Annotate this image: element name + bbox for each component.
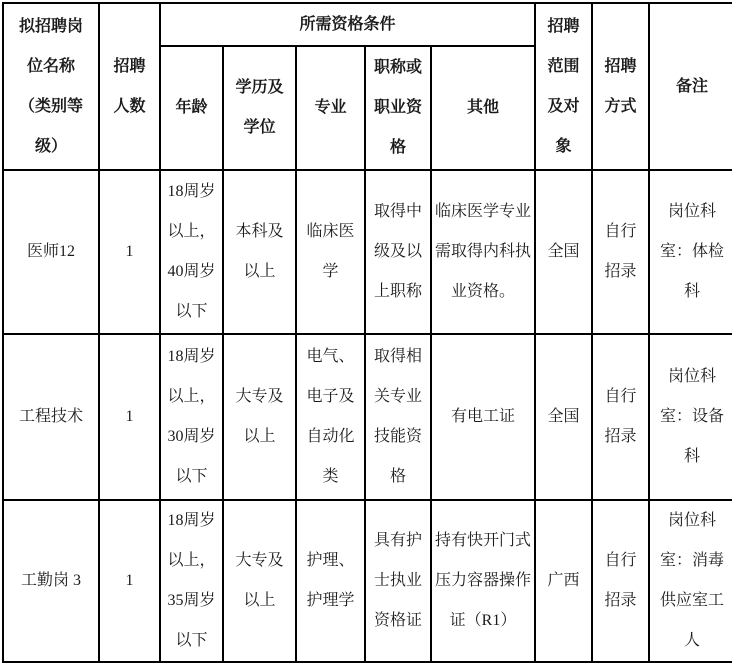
header-title-cert: 职称或职业资格 <box>365 46 431 170</box>
cell-major: 护理、护理学 <box>296 500 365 662</box>
header-remarks: 备注 <box>649 3 732 170</box>
header-other: 其他 <box>431 46 535 170</box>
cell-scope: 广西 <box>535 500 592 662</box>
cell-other: 持有快开门式压力容器操作证（R1） <box>431 500 535 662</box>
header-qualifications-group: 所需资格条件 <box>160 3 535 46</box>
table-row <box>3 170 732 334</box>
cell-position: 医师12 <box>3 170 99 334</box>
cell-remarks: 岗位科室：设备科 <box>649 334 732 500</box>
header-education: 学历及学位 <box>223 46 296 170</box>
cell-major: 临床医学 <box>296 170 365 334</box>
recruitment-table <box>2 2 732 663</box>
cell-position: 工程技术 <box>3 334 99 500</box>
header-scope: 招聘范围及对象 <box>535 3 592 170</box>
cell-age: 18周岁以上，35周岁以下 <box>160 500 223 662</box>
cell-scope: 全国 <box>535 334 592 500</box>
cell-other: 有电工证 <box>431 334 535 500</box>
cell-title-cert: 取得中级及以上职称 <box>365 170 431 334</box>
cell-count: 1 <box>99 334 160 500</box>
cell-remarks: 岗位科室：体检科 <box>649 170 732 334</box>
header-count: 招聘人数 <box>99 3 160 170</box>
header-method: 招聘方式 <box>592 3 649 170</box>
cell-education: 大专及以上 <box>223 334 296 500</box>
header-row-top <box>3 3 732 46</box>
cell-method: 自行招录 <box>592 170 649 334</box>
cell-remarks: 岗位科室：消毒供应室工人 <box>649 500 732 662</box>
cell-age: 18周岁以上，30周岁以下 <box>160 334 223 500</box>
cell-position: 工勤岗 3 <box>3 500 99 662</box>
cell-method: 自行招录 <box>592 500 649 662</box>
cell-major: 电气、电子及自动化类 <box>296 334 365 500</box>
header-position: 拟招聘岗位名称（类别等级） <box>3 3 99 170</box>
table-row <box>3 500 732 662</box>
cell-education: 大专及以上 <box>223 500 296 662</box>
header-major: 专业 <box>296 46 365 170</box>
cell-title-cert: 取得相关专业技能资格 <box>365 334 431 500</box>
header-age: 年龄 <box>160 46 223 170</box>
cell-title-cert: 具有护士执业资格证 <box>365 500 431 662</box>
table-row <box>3 334 732 500</box>
cell-education: 本科及以上 <box>223 170 296 334</box>
cell-other: 临床医学专业需取得内科执业资格。 <box>431 170 535 334</box>
cell-count: 1 <box>99 170 160 334</box>
cell-age: 18周岁以上，40周岁以下 <box>160 170 223 334</box>
cell-count: 1 <box>99 500 160 662</box>
cell-method: 自行招录 <box>592 334 649 500</box>
cell-scope: 全国 <box>535 170 592 334</box>
